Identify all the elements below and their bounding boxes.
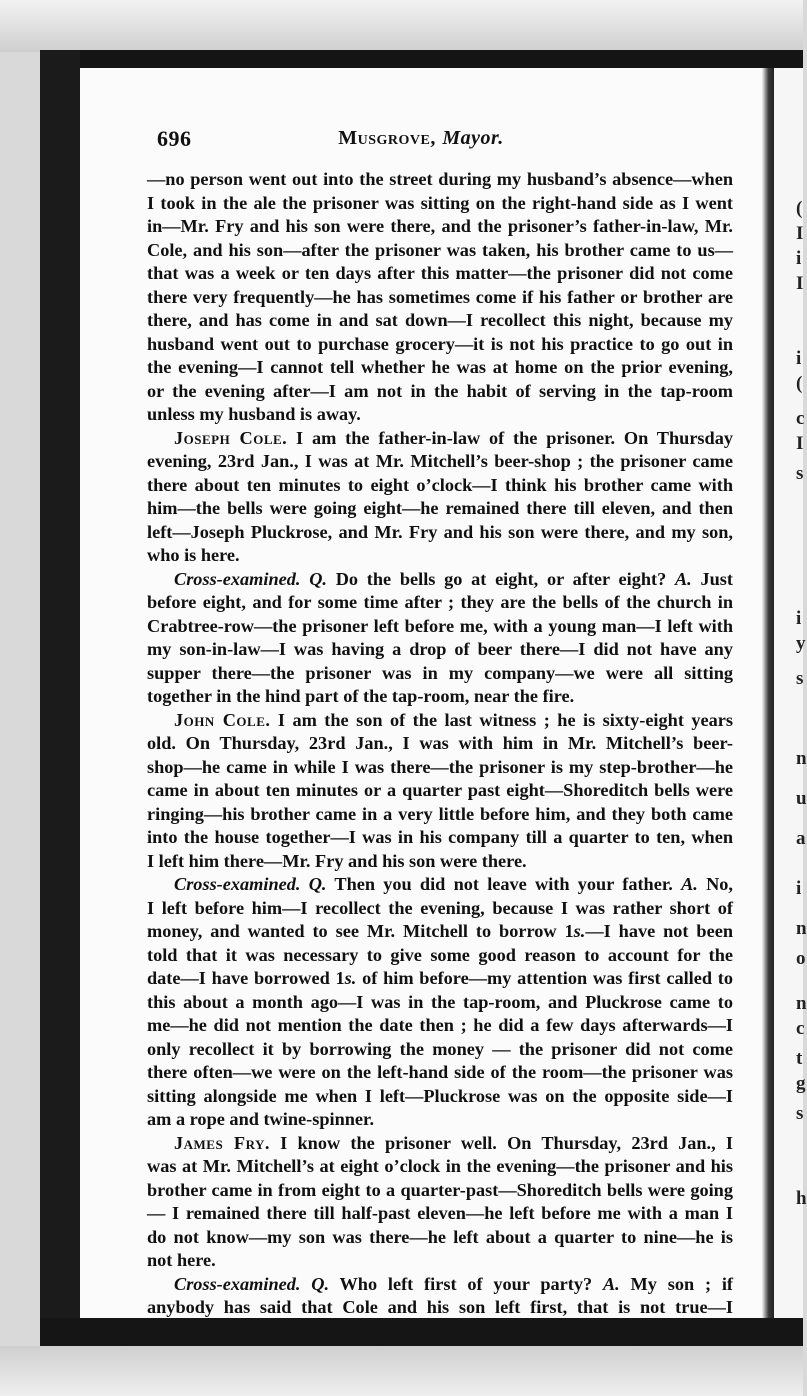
text-run: told that it was necessary to give some good reason to account for the <box>147 944 733 965</box>
running-head-name: Musgrove, <box>338 127 436 149</box>
italic-text: s. <box>344 968 357 988</box>
text-line <box>147 1202 733 1226</box>
facing-page-letter: I <box>796 223 804 244</box>
text-line <box>147 403 733 427</box>
text-line <box>147 685 733 709</box>
text-line <box>147 568 733 592</box>
text-run: or the evening after—I am not in the habit of serving in the tap-room <box>147 380 733 401</box>
text-line <box>147 779 733 803</box>
text-line <box>147 638 733 662</box>
text-run: money, and wanted to see Mr. Mitchell to borrow 1 <box>147 921 574 941</box>
facing-page-letter: s <box>796 668 804 689</box>
text-line <box>147 1085 733 1109</box>
facing-page-letter: h <box>796 1188 807 1209</box>
speaker-name: James Fry. <box>174 1132 270 1153</box>
text-line <box>147 192 733 216</box>
text-line <box>147 615 733 639</box>
text-line <box>147 1226 733 1250</box>
italic-text: A. <box>674 568 692 589</box>
facing-page-letter: ( <box>796 373 803 394</box>
text-line <box>147 1179 733 1203</box>
text-run: — I remained there till half-past eleven—he left before me with a man I <box>147 1203 733 1223</box>
text-run: in—Mr. Fry and his son were there, and the prisoner’s father-in-law, Mr. <box>147 216 733 236</box>
text-line <box>147 803 733 827</box>
text-run: who is here. <box>147 545 240 565</box>
speaker-name: Joseph Cole. <box>174 427 288 448</box>
text-line <box>147 1296 733 1320</box>
text-line <box>147 991 733 1015</box>
facing-page-letter: i <box>796 248 802 269</box>
scanner-background-bottom <box>0 1346 803 1396</box>
text-run: came in about ten minutes or a quarter past eight—Shoreditch bells were <box>147 780 733 800</box>
text-run: brother came in from eight to a quarter-past—Shoreditch bells were going <box>147 1179 733 1200</box>
text-run: Who left first of your party? <box>329 1273 603 1294</box>
text-line <box>147 309 733 333</box>
text-run: Crabtree-row—the prisoner left before me, with a young man—I left with <box>147 615 733 636</box>
italic-text: Q. <box>309 568 327 589</box>
italic-text: A. <box>681 874 698 894</box>
text-run: there very frequently—he has sometimes come if his father or brother are <box>147 286 733 307</box>
facing-page-letter: i <box>796 608 802 629</box>
text-run: unless my husband is away. <box>147 404 361 424</box>
text-line <box>147 544 733 568</box>
text-run: only recollect it by borrowing the money — the prisoner did not come <box>147 1038 733 1059</box>
italic-text: Cross-examined. <box>174 1273 301 1294</box>
text-run: old. On Thursday, 23rd Jan., I was with him in Mr. Mitchell’s beer- <box>147 733 733 753</box>
text-line <box>147 168 733 192</box>
text-run: My son ; if <box>619 1273 733 1294</box>
text-line <box>147 591 733 615</box>
text-run: supper there—the prisoner was in my company—we were all sitting <box>147 662 733 683</box>
text-run: there often—we were on the left-hand side of the room—the prisoner was <box>147 1062 733 1082</box>
text-run: the evening—I cannot tell whether he was at home on the prior evening, <box>147 357 733 377</box>
text-line <box>147 1038 733 1062</box>
facing-page-letter: n <box>796 993 807 1014</box>
italic-text: Q. <box>308 874 327 894</box>
text-run: this about a month ago—I was in the tap-room, and Pluckrose came to <box>147 991 733 1012</box>
facing-page-letter: g <box>796 1073 806 1094</box>
text-run: do not know—my son was there—he left about a quarter to nine—he is <box>147 1226 733 1247</box>
text-run: anybody has said that Cole and his son left first, that is not true—I <box>147 1297 733 1317</box>
body-text <box>147 168 733 1390</box>
text-line <box>147 380 733 404</box>
text-line <box>147 262 733 286</box>
text-line <box>147 1249 733 1273</box>
speaker-name: John Cole. <box>174 709 271 730</box>
scanner-background-top <box>0 0 803 52</box>
book-page <box>80 68 762 1318</box>
facing-page-letter: y <box>796 633 806 654</box>
text-line <box>147 333 733 357</box>
text-line <box>147 239 733 263</box>
text-line <box>147 944 733 968</box>
text-run: together in the hind part of the tap-room, near the fire. <box>147 686 575 706</box>
text-line <box>147 521 733 545</box>
text-run: there about ten minutes to eight o’clock—I think his brother came with <box>147 474 733 495</box>
facing-page-letter: i <box>796 348 802 369</box>
text-run: I know the prisoner well. On Thursday, 23rd Jan., I <box>269 1132 733 1153</box>
text-run: Cole, and his son—after the prisoner was taken, his brother came to us— <box>147 239 733 260</box>
facing-page-letter: t <box>796 1048 803 1069</box>
text-run: Just <box>691 568 733 589</box>
text-run: I left before him—I recollect the evening, because I was rather short of <box>147 897 733 918</box>
facing-page-letter: a <box>796 828 806 849</box>
facing-page-letter: I <box>796 273 804 294</box>
text-line <box>147 1155 733 1179</box>
text-run: before eight, and for some time after ; they are the bells of the church in <box>147 592 733 612</box>
text-run: I took in the ale the prisoner was sitting on the right-hand side as I went <box>147 192 733 213</box>
text-line <box>147 1061 733 1085</box>
text-run: my son-in-law—I was having a drop of beer there—I did not have any <box>147 639 733 659</box>
facing-page-letter: n <box>796 748 807 769</box>
text-line <box>147 427 733 451</box>
text-run: Then you did not leave with your father. <box>326 874 682 894</box>
text-line <box>147 450 733 474</box>
text-run: Do the bells go at eight, or after eight? <box>326 568 675 589</box>
facing-page-letter: I <box>796 433 804 454</box>
text-line <box>147 1014 733 1038</box>
running-head <box>80 127 762 150</box>
text-run: me—he did not mention the date then ; he did a few days afterwards—I <box>147 1015 733 1035</box>
facing-page-letter: n <box>796 918 807 939</box>
text-run <box>300 1274 311 1294</box>
facing-page-letter: i <box>796 878 802 899</box>
book-edge-top <box>40 50 803 68</box>
text-run: into the house together—I was in his company till a quarter to ten, when <box>147 827 733 847</box>
text-run: husband went out to purchase grocery—it is not his practice to go out in <box>147 333 733 354</box>
facing-page-letter: s <box>796 1103 804 1124</box>
facing-page-letter: s <box>796 463 804 484</box>
text-line <box>147 1132 733 1156</box>
text-run: No, <box>697 874 733 894</box>
text-line <box>147 497 733 521</box>
facing-page-letter: o <box>796 948 806 969</box>
text-line <box>147 897 733 921</box>
running-head-title: Mayor. <box>442 127 504 149</box>
text-run: that was a week or ten days after this matter—the prisoner did not come <box>147 263 733 283</box>
text-run: I am the son of the last witness ; he is sixty-eight years <box>270 709 733 730</box>
facing-page-edge <box>774 68 807 1318</box>
text-run: —I have not been <box>585 921 733 941</box>
text-line <box>147 967 733 991</box>
text-run <box>300 569 309 589</box>
text-run: him—the bells were going eight—he remained there till eleven, and then <box>147 498 733 518</box>
text-run: sitting alongside me when I left—Pluckrose was on the opposite side—I <box>147 1085 733 1106</box>
page-number: 696 <box>157 126 192 151</box>
page-header <box>80 126 762 160</box>
text-run: of him before—my attention was first called to <box>356 968 733 988</box>
text-line <box>147 756 733 780</box>
text-line <box>147 356 733 380</box>
text-run <box>300 874 308 894</box>
facing-page-letter: c <box>796 408 805 429</box>
text-line <box>147 215 733 239</box>
italic-text: s. <box>573 921 586 941</box>
text-line <box>147 1273 733 1297</box>
facing-page-letter: u <box>796 788 807 809</box>
text-run: there, and has come in and sat down—I recollect this night, because my <box>147 310 733 330</box>
book-edge-bottom <box>40 1318 803 1346</box>
text-line <box>147 850 733 874</box>
text-run: I left him there—Mr. Fry and his son were there. <box>147 850 527 871</box>
text-run: date—I have borrowed 1 <box>147 968 345 988</box>
text-run: I am the father-in-law of the prisoner. On Thursday <box>287 427 733 448</box>
text-run: was at Mr. Mitchell’s at eight o’clock in the evening—the prisoner and his <box>147 1156 733 1176</box>
text-line <box>147 1108 733 1132</box>
book-edge-left <box>40 50 80 1345</box>
facing-page-letter: ( <box>796 198 803 219</box>
italic-text: A. <box>602 1273 620 1294</box>
text-run: left—Joseph Pluckrose, and Mr. Fry and his son were there, and my son, <box>147 521 733 542</box>
text-line <box>147 873 733 897</box>
text-line <box>147 662 733 686</box>
text-line <box>147 286 733 310</box>
text-run: shop—he came in while I was there—the prisoner is my step-brother—he <box>147 756 733 777</box>
italic-text: Cross-examined. <box>174 568 301 589</box>
text-line <box>147 709 733 733</box>
page-gutter <box>762 68 774 1318</box>
text-run: am a rope and twine-spinner. <box>147 1109 375 1129</box>
text-line <box>147 920 733 944</box>
facing-page-letter: c <box>796 1018 805 1039</box>
italic-text: Cross-examined. <box>174 874 301 894</box>
text-run: evening, 23rd Jan., I was at Mr. Mitchell’s beer-shop ; the prisoner came <box>147 451 733 471</box>
text-run: ringing—his brother came in a very little before him, and they both came <box>147 803 733 824</box>
italic-text: Q. <box>311 1273 330 1294</box>
text-run: not here. <box>147 1250 216 1270</box>
text-line <box>147 474 733 498</box>
text-line <box>147 732 733 756</box>
text-line <box>147 826 733 850</box>
text-run: —no person went out into the street during my husband’s absence—when <box>147 169 733 189</box>
